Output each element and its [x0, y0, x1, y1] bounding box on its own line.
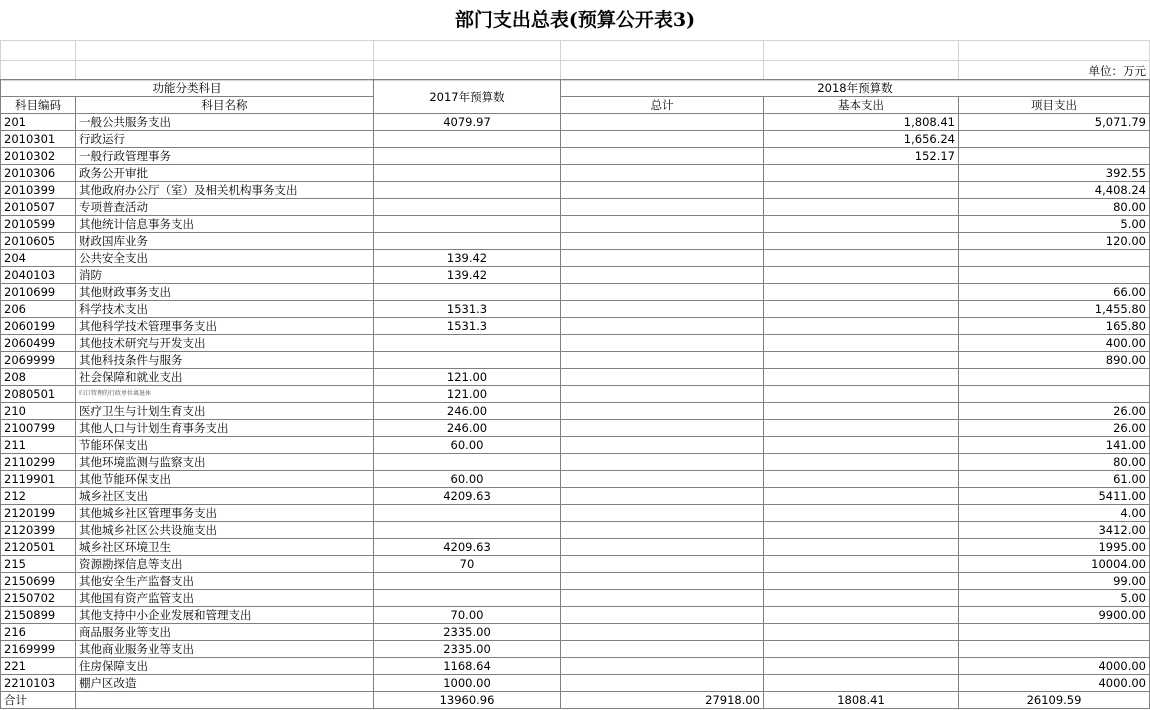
cell-name[interactable]: 医疗卫生与计划生育支出	[76, 403, 374, 420]
cell-name[interactable]: 其他环境监测与监察支出	[76, 454, 374, 471]
cell-2017-budget[interactable]	[374, 454, 561, 471]
cell-code[interactable]: 2150699	[1, 573, 76, 590]
cell-name[interactable]: 其他政府办公厅（室）及相关机构事务支出	[76, 182, 374, 199]
cell-2017-budget[interactable]	[374, 522, 561, 539]
cell-project[interactable]	[959, 148, 1150, 165]
cell-name[interactable]: 其他商业服务业等支出	[76, 641, 374, 658]
cell-2017-budget[interactable]	[374, 182, 561, 199]
table-row	[1, 250, 1150, 267]
cell-basic[interactable]	[764, 454, 959, 471]
table-row	[1, 437, 1150, 454]
cell-total[interactable]	[561, 556, 764, 573]
cell-2017-budget[interactable]	[374, 148, 561, 165]
table-row	[1, 131, 1150, 148]
cell-2017-budget[interactable]	[374, 131, 561, 148]
cell-project[interactable]: 26.00	[959, 403, 1150, 420]
cell-name[interactable]: 归口管理的行政单位离退休	[76, 386, 374, 403]
cell-name[interactable]: 社会保障和就业支出	[76, 369, 374, 386]
cell-total[interactable]	[561, 284, 764, 301]
table-row	[1, 624, 1150, 641]
cell-total[interactable]	[561, 148, 764, 165]
cell-code[interactable]: 208	[1, 369, 76, 386]
cell-2017-budget[interactable]: 4209.63	[374, 488, 561, 505]
cell-code[interactable]: 2210103	[1, 675, 76, 692]
cell-code[interactable]: 2080501	[1, 386, 76, 403]
table-row	[1, 590, 1150, 607]
cell-project[interactable]: 890.00	[959, 352, 1150, 369]
cell-code[interactable]: 2120399	[1, 522, 76, 539]
table-row	[1, 539, 1150, 556]
table-row	[1, 607, 1150, 624]
cell-code[interactable]: 2010399	[1, 182, 76, 199]
cell-code[interactable]: 2120199	[1, 505, 76, 522]
cell-name[interactable]: 住房保障支出	[76, 658, 374, 675]
cell-basic[interactable]	[764, 590, 959, 607]
cell-code[interactable]: 215	[1, 556, 76, 573]
cell-total[interactable]	[561, 301, 764, 318]
table-row	[1, 352, 1150, 369]
table-row	[1, 148, 1150, 165]
table-row	[1, 420, 1150, 437]
table-row	[1, 471, 1150, 488]
cell-code[interactable]: 221	[1, 658, 76, 675]
cell-name[interactable]: 一般公共服务支出	[76, 114, 374, 131]
cell-basic[interactable]	[764, 624, 959, 641]
cell-name[interactable]: 城乡社区环境卫生	[76, 539, 374, 556]
cell-2017-budget[interactable]: 1000.00	[374, 675, 561, 692]
unit-label: 单位：万元	[959, 61, 1150, 81]
cell-project[interactable]	[959, 641, 1150, 658]
cell-code[interactable]: 216	[1, 624, 76, 641]
cell-total[interactable]	[561, 233, 764, 250]
expenditure-table	[0, 79, 1150, 709]
table-row	[1, 573, 1150, 590]
cell-code[interactable]: 2010301	[1, 131, 76, 148]
table-row	[1, 114, 1150, 131]
cell-project[interactable]: 3412.00	[959, 522, 1150, 539]
total-basic[interactable]: 1808.41	[764, 692, 959, 709]
cell-name[interactable]: 一般行政管理事务	[76, 148, 374, 165]
cell-code[interactable]: 2060499	[1, 335, 76, 352]
table-row	[1, 386, 1150, 403]
cell-name[interactable]: 节能环保支出	[76, 437, 374, 454]
cell-project[interactable]: 61.00	[959, 471, 1150, 488]
cell-project[interactable]: 80.00	[959, 199, 1150, 216]
cell-total[interactable]	[561, 267, 764, 284]
cell-name[interactable]: 消防	[76, 267, 374, 284]
cell-code[interactable]: 206	[1, 301, 76, 318]
cell-total[interactable]	[561, 403, 764, 420]
cell-name[interactable]: 其他国有资产监管支出	[76, 590, 374, 607]
cell-project[interactable]	[959, 250, 1150, 267]
cell-project[interactable]: 5.00	[959, 216, 1150, 233]
cell-project[interactable]: 5411.00	[959, 488, 1150, 505]
cell-basic[interactable]	[764, 675, 959, 692]
cell-basic[interactable]	[764, 182, 959, 199]
cell-basic[interactable]	[764, 488, 959, 505]
cell-basic[interactable]	[764, 335, 959, 352]
cell-total[interactable]	[561, 505, 764, 522]
cell-code[interactable]: 2010699	[1, 284, 76, 301]
cell-name[interactable]: 棚户区改造	[76, 675, 374, 692]
cell-code[interactable]: 212	[1, 488, 76, 505]
cell-total[interactable]	[561, 182, 764, 199]
cell-basic[interactable]	[764, 420, 959, 437]
cell-project[interactable]: 141.00	[959, 437, 1150, 454]
cell-total[interactable]	[561, 386, 764, 403]
cell-2017-budget[interactable]	[374, 505, 561, 522]
cell-project[interactable]: 66.00	[959, 284, 1150, 301]
cell-basic[interactable]	[764, 505, 959, 522]
table-row	[1, 658, 1150, 675]
cell-basic[interactable]	[764, 165, 959, 182]
cell-total[interactable]	[561, 641, 764, 658]
cell-name[interactable]: 其他人口与计划生育事务支出	[76, 420, 374, 437]
cell-name[interactable]: 其他安全生产监督支出	[76, 573, 374, 590]
total-label[interactable]: 合计	[1, 692, 76, 709]
table-row	[1, 284, 1150, 301]
cell-project[interactable]: 400.00	[959, 335, 1150, 352]
cell-project[interactable]	[959, 386, 1150, 403]
cell-2017-budget[interactable]	[374, 233, 561, 250]
cell-basic[interactable]	[764, 318, 959, 335]
cell-name[interactable]: 行政运行	[76, 131, 374, 148]
cell-total[interactable]	[561, 420, 764, 437]
cell-2017-budget[interactable]	[374, 216, 561, 233]
cell-2017-budget[interactable]: 121.00	[374, 386, 561, 403]
cell-code[interactable]: 2010302	[1, 148, 76, 165]
cell-project[interactable]: 392.55	[959, 165, 1150, 182]
cell-total[interactable]	[561, 318, 764, 335]
cell-basic[interactable]	[764, 284, 959, 301]
cell-code[interactable]: 2150899	[1, 607, 76, 624]
cell-name[interactable]: 其他支持中小企业发展和管理支出	[76, 607, 374, 624]
cell-name[interactable]: 其他节能环保支出	[76, 471, 374, 488]
cell-project[interactable]: 26.00	[959, 420, 1150, 437]
cell-name[interactable]: 其他城乡社区公共设施支出	[76, 522, 374, 539]
cell-name[interactable]: 政务公开审批	[76, 165, 374, 182]
cell-name[interactable]: 专项普查活动	[76, 199, 374, 216]
cell-basic[interactable]	[764, 403, 959, 420]
cell-total[interactable]	[561, 131, 764, 148]
cell-code[interactable]: 2010306	[1, 165, 76, 182]
cell-total[interactable]	[561, 590, 764, 607]
cell-2017-budget[interactable]	[374, 590, 561, 607]
cell-total[interactable]	[561, 624, 764, 641]
cell-project[interactable]	[959, 131, 1150, 148]
cell-name[interactable]: 其他技术研究与开发支出	[76, 335, 374, 352]
cell-project[interactable]: 4000.00	[959, 675, 1150, 692]
table-row	[1, 403, 1150, 420]
cell-2017-budget[interactable]: 2335.00	[374, 641, 561, 658]
table-row	[1, 641, 1150, 658]
cell-name[interactable]: 商品服务业等支出	[76, 624, 374, 641]
table-row	[1, 182, 1150, 199]
cell-code[interactable]: 2069999	[1, 352, 76, 369]
cell-project[interactable]: 4000.00	[959, 658, 1150, 675]
cell-total[interactable]	[561, 250, 764, 267]
cell-basic[interactable]: 1,656.24	[764, 131, 959, 148]
cell-code[interactable]: 2120501	[1, 539, 76, 556]
cell-name[interactable]: 其他财政事务支出	[76, 284, 374, 301]
cell-code[interactable]: 2100799	[1, 420, 76, 437]
cell-code[interactable]: 2060199	[1, 318, 76, 335]
cell-project[interactable]	[959, 267, 1150, 284]
header-code: 科目编码	[1, 97, 76, 114]
cell-basic[interactable]	[764, 301, 959, 318]
header-project: 项目支出	[959, 97, 1150, 114]
cell-code[interactable]: 2119901	[1, 471, 76, 488]
cell-2017-budget[interactable]: 1168.64	[374, 658, 561, 675]
cell-total[interactable]	[561, 675, 764, 692]
cell-total[interactable]	[561, 488, 764, 505]
table-row	[1, 522, 1150, 539]
cell-project[interactable]: 99.00	[959, 573, 1150, 590]
cell-project[interactable]	[959, 369, 1150, 386]
cell-code[interactable]: 201	[1, 114, 76, 131]
cell-total[interactable]	[561, 454, 764, 471]
cell-project[interactable]: 4,408.24	[959, 182, 1150, 199]
cell-basic[interactable]	[764, 199, 959, 216]
cell-2017-budget[interactable]: 60.00	[374, 471, 561, 488]
cell-total[interactable]	[561, 352, 764, 369]
cell-basic[interactable]	[764, 267, 959, 284]
cell-basic[interactable]	[764, 471, 959, 488]
cell-project[interactable]: 1995.00	[959, 539, 1150, 556]
cell-code[interactable]: 2150702	[1, 590, 76, 607]
cell-name[interactable]: 其他统计信息事务支出	[76, 216, 374, 233]
cell-total[interactable]	[561, 114, 764, 131]
table-row	[1, 216, 1150, 233]
cell-2017-budget[interactable]: 70	[374, 556, 561, 573]
cell-total[interactable]	[561, 539, 764, 556]
cell-basic[interactable]: 152.17	[764, 148, 959, 165]
table-row	[1, 267, 1150, 284]
cell-basic[interactable]	[764, 216, 959, 233]
table-row	[1, 301, 1150, 318]
cell-name[interactable]: 其他城乡社区管理事务支出	[76, 505, 374, 522]
table-row	[1, 369, 1150, 386]
cell-basic[interactable]	[764, 522, 959, 539]
table-row	[1, 454, 1150, 471]
cell-2017-budget[interactable]	[374, 165, 561, 182]
header-function-group: 功能分类科目	[1, 80, 374, 97]
header-total: 总计	[561, 97, 764, 114]
cell-2017-budget[interactable]: 246.00	[374, 420, 561, 437]
cell-basic[interactable]	[764, 556, 959, 573]
cell-total[interactable]	[561, 199, 764, 216]
total-empty[interactable]	[76, 692, 374, 709]
cell-2017-budget[interactable]: 246.00	[374, 403, 561, 420]
cell-total[interactable]	[561, 369, 764, 386]
cell-name[interactable]: 科学技术支出	[76, 301, 374, 318]
cell-basic[interactable]	[764, 233, 959, 250]
cell-2017-budget[interactable]: 1531.3	[374, 318, 561, 335]
cell-total[interactable]	[561, 471, 764, 488]
table-row	[1, 199, 1150, 216]
total-total[interactable]: 27918.00	[561, 692, 764, 709]
cell-code[interactable]: 2040103	[1, 267, 76, 284]
cell-project[interactable]: 4.00	[959, 505, 1150, 522]
cell-2017-budget[interactable]	[374, 284, 561, 301]
cell-basic[interactable]	[764, 250, 959, 267]
blank-rows	[0, 40, 1150, 81]
cell-total[interactable]	[561, 335, 764, 352]
cell-project[interactable]: 9900.00	[959, 607, 1150, 624]
cell-name[interactable]: 城乡社区支出	[76, 488, 374, 505]
cell-total[interactable]	[561, 607, 764, 624]
cell-name[interactable]: 其他科技条件与服务	[76, 352, 374, 369]
cell-project[interactable]: 80.00	[959, 454, 1150, 471]
cell-code[interactable]: 2110299	[1, 454, 76, 471]
cell-2017-budget[interactable]: 70.00	[374, 607, 561, 624]
cell-code[interactable]: 2010507	[1, 199, 76, 216]
table-row	[1, 165, 1150, 182]
cell-project[interactable]: 5.00	[959, 590, 1150, 607]
cell-2017-budget[interactable]: 4079.97	[374, 114, 561, 131]
cell-basic[interactable]	[764, 386, 959, 403]
cell-total[interactable]	[561, 573, 764, 590]
cell-basic[interactable]	[764, 369, 959, 386]
total-project[interactable]: 26109.59	[959, 692, 1150, 709]
cell-2017-budget[interactable]	[374, 352, 561, 369]
table-row	[1, 335, 1150, 352]
cell-code[interactable]: 2010605	[1, 233, 76, 250]
cell-total[interactable]	[561, 658, 764, 675]
cell-basic[interactable]	[764, 539, 959, 556]
cell-2017-budget[interactable]: 139.42	[374, 267, 561, 284]
cell-basic[interactable]	[764, 573, 959, 590]
total-2017-budget[interactable]: 13960.96	[374, 692, 561, 709]
cell-2017-budget[interactable]: 1531.3	[374, 301, 561, 318]
table-row	[1, 505, 1150, 522]
cell-total[interactable]	[561, 165, 764, 182]
cell-project[interactable]: 10004.00	[959, 556, 1150, 573]
cell-name[interactable]: 其他科学技术管理事务支出	[76, 318, 374, 335]
cell-basic[interactable]	[764, 658, 959, 675]
cell-project[interactable]: 5,071.79	[959, 114, 1150, 131]
cell-basic[interactable]	[764, 437, 959, 454]
cell-code[interactable]: 2169999	[1, 641, 76, 658]
cell-project[interactable]	[959, 624, 1150, 641]
cell-code[interactable]: 211	[1, 437, 76, 454]
cell-code[interactable]: 204	[1, 250, 76, 267]
header-2017-budget: 2017年预算数	[374, 80, 561, 114]
cell-name[interactable]: 公共安全支出	[76, 250, 374, 267]
table-row	[1, 556, 1150, 573]
cell-2017-budget[interactable]: 4209.63	[374, 539, 561, 556]
table-row	[1, 675, 1150, 692]
table-row	[1, 318, 1150, 335]
table-row	[1, 488, 1150, 505]
cell-total[interactable]	[561, 216, 764, 233]
table-row	[1, 233, 1150, 250]
cell-2017-budget[interactable]: 121.00	[374, 369, 561, 386]
header-basic: 基本支出	[764, 97, 959, 114]
cell-total[interactable]	[561, 522, 764, 539]
header-name: 科目名称	[76, 97, 374, 114]
cell-code[interactable]: 2010599	[1, 216, 76, 233]
page-title: 部门支出总表(预算公开表3)	[0, 0, 1150, 41]
cell-basic[interactable]	[764, 352, 959, 369]
cell-2017-budget[interactable]: 60.00	[374, 437, 561, 454]
cell-basic[interactable]	[764, 607, 959, 624]
cell-project[interactable]: 120.00	[959, 233, 1150, 250]
cell-2017-budget[interactable]	[374, 335, 561, 352]
cell-project[interactable]: 1,455.80	[959, 301, 1150, 318]
cell-2017-budget[interactable]: 139.42	[374, 250, 561, 267]
cell-total[interactable]	[561, 437, 764, 454]
cell-basic[interactable]	[764, 641, 959, 658]
cell-project[interactable]: 165.80	[959, 318, 1150, 335]
cell-2017-budget[interactable]: 2335.00	[374, 624, 561, 641]
cell-name[interactable]: 财政国库业务	[76, 233, 374, 250]
cell-code[interactable]: 210	[1, 403, 76, 420]
header-2018-budget: 2018年预算数	[561, 80, 1150, 97]
cell-2017-budget[interactable]	[374, 199, 561, 216]
cell-name[interactable]: 资源勘探信息等支出	[76, 556, 374, 573]
cell-2017-budget[interactable]	[374, 573, 561, 590]
total-row	[1, 692, 1150, 709]
cell-basic[interactable]: 1,808.41	[764, 114, 959, 131]
